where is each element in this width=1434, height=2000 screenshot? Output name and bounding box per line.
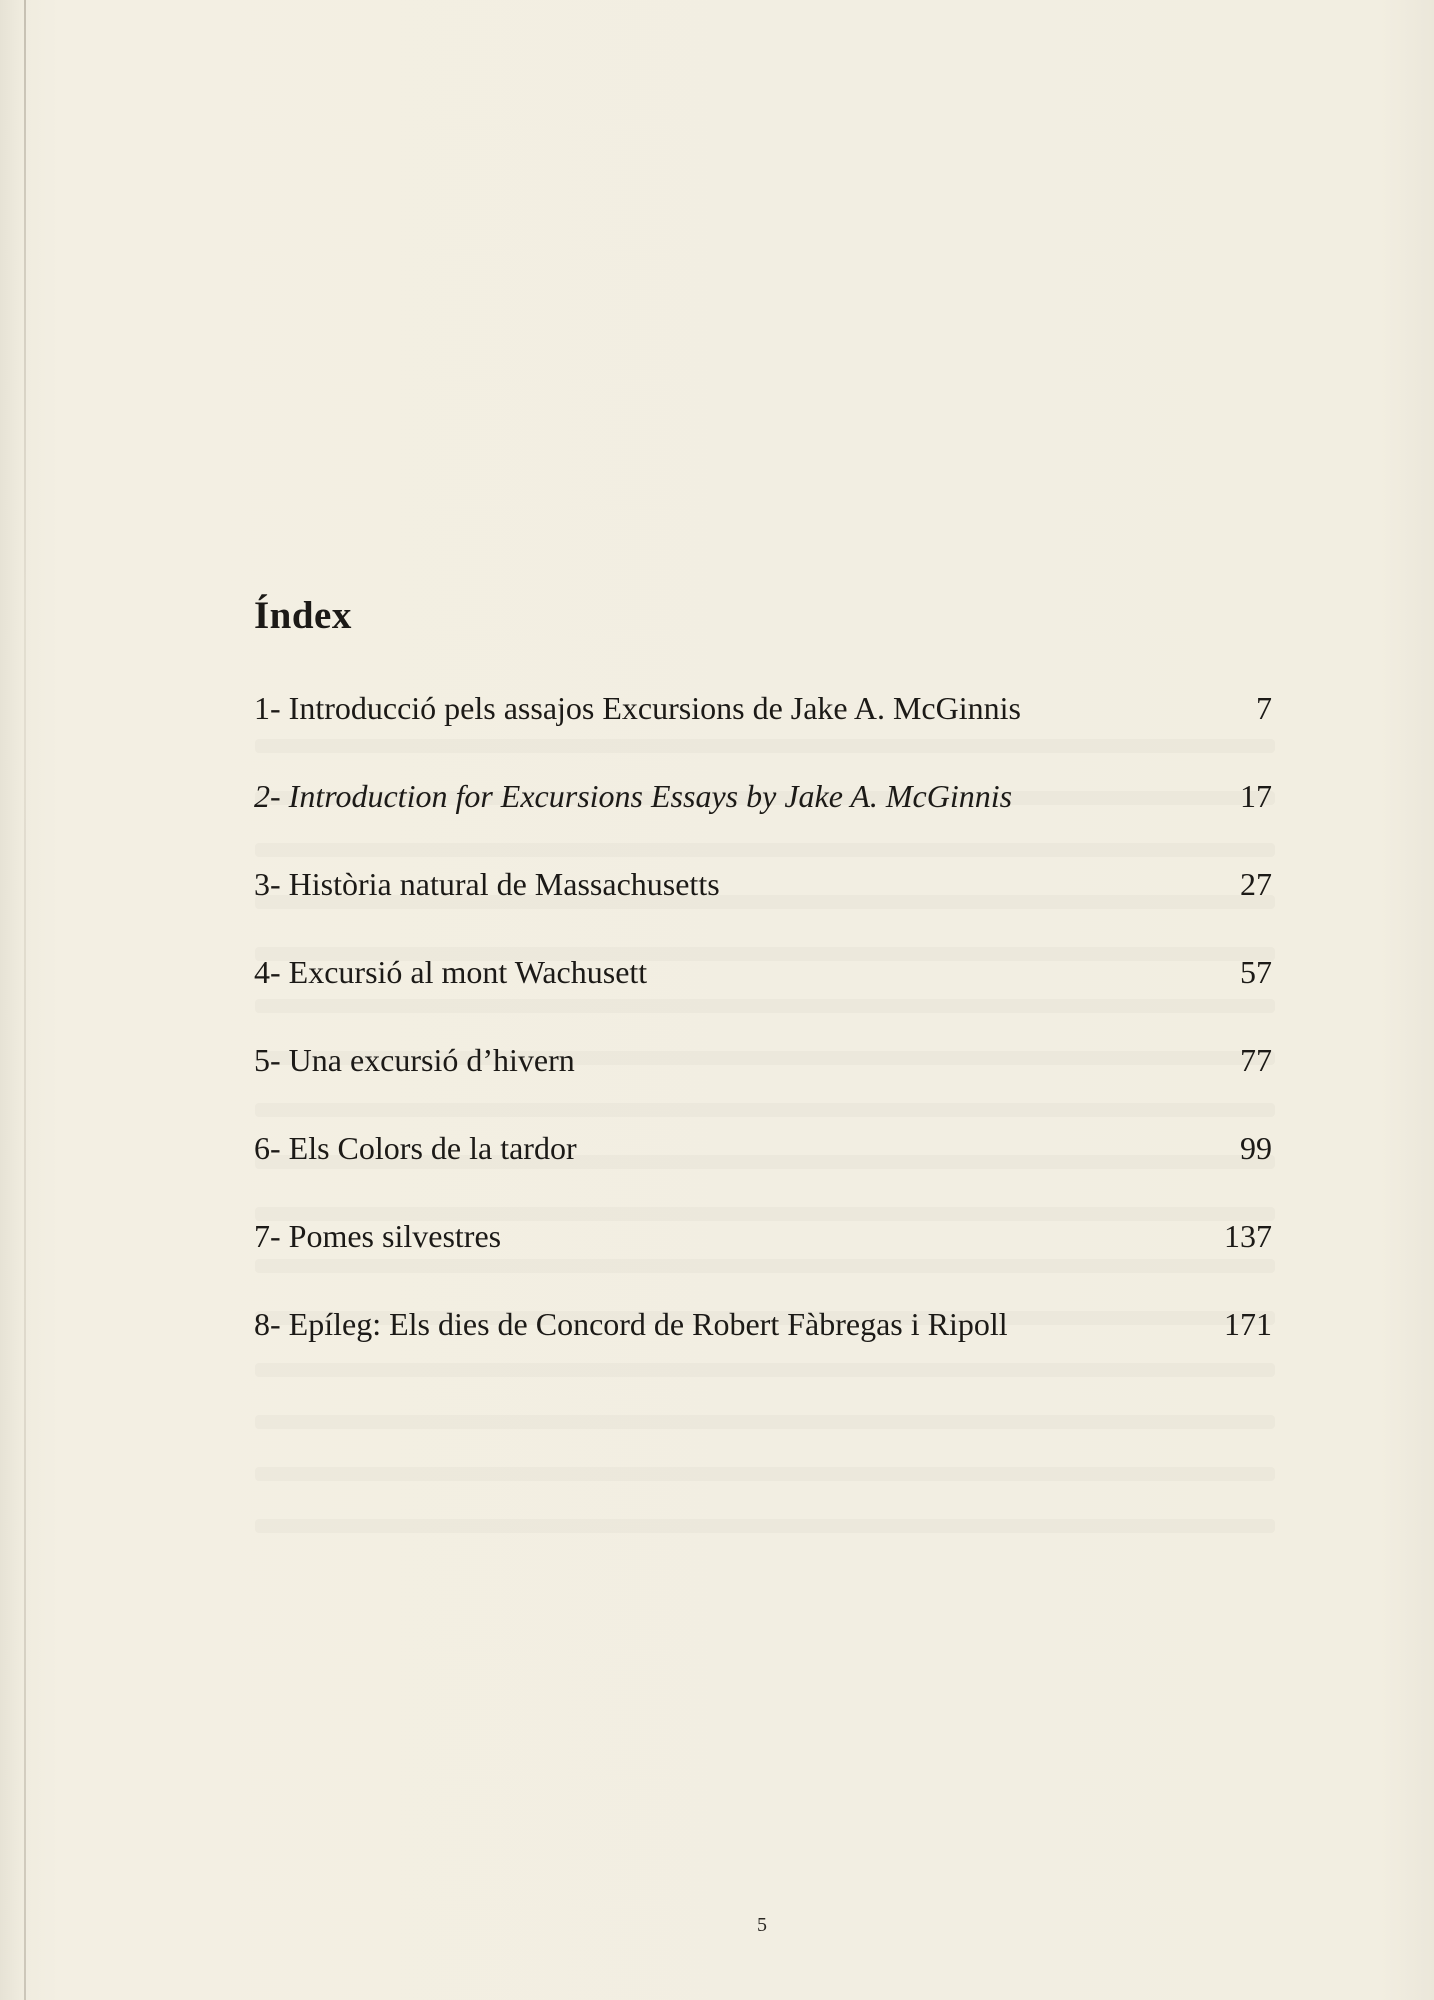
toc-entry-8[interactable] [254,1296,1272,1384]
toc-entry-title: 5- Una excursió d’hivern [254,1042,575,1078]
toc-entry-2[interactable] [254,768,1272,856]
toc-entry-1[interactable] [254,680,1272,768]
toc-entry-title: 1- Introducció pels assajos Excursions de Jake A. McGinnis [254,690,1021,726]
toc-entry-page: 57 [1240,954,1272,990]
toc-entry-3[interactable] [254,856,1272,944]
toc-entry-page: 27 [1240,866,1272,902]
toc-entry-page: 7 [1256,690,1272,726]
toc-entry-5[interactable] [254,1032,1272,1120]
toc-entry-title: 3- Història natural de Massachusetts [254,866,720,902]
toc-entry-4[interactable] [254,944,1272,1032]
toc-entry-page: 137 [1224,1218,1272,1254]
toc-entry-title: 6- Els Colors de la tardor [254,1130,577,1166]
page-number: 5 [757,1914,767,1936]
toc-entry-6[interactable] [254,1120,1272,1208]
toc-entry-7[interactable] [254,1208,1272,1296]
spine-shadow [24,0,26,2000]
index-heading: Índex [254,594,352,637]
toc-entry-title: 2- Introduction for Excursions Essays by Jake A. McGinnis [254,778,1013,814]
toc-entry-page: 171 [1224,1306,1272,1342]
toc-entry-title: 4- Excursió al mont Wachusett [254,954,648,990]
toc-entry-page: 99 [1240,1130,1272,1166]
toc-entry-title: 7- Pomes silvestres [254,1218,502,1254]
toc-entry-page: 77 [1240,1042,1272,1078]
toc-entry-title: 8- Epíleg: Els dies de Concord de Robert Fàbregas i Ripoll [254,1306,1008,1342]
table-of-contents [254,680,1272,1384]
toc-entry-page: 17 [1240,778,1272,814]
